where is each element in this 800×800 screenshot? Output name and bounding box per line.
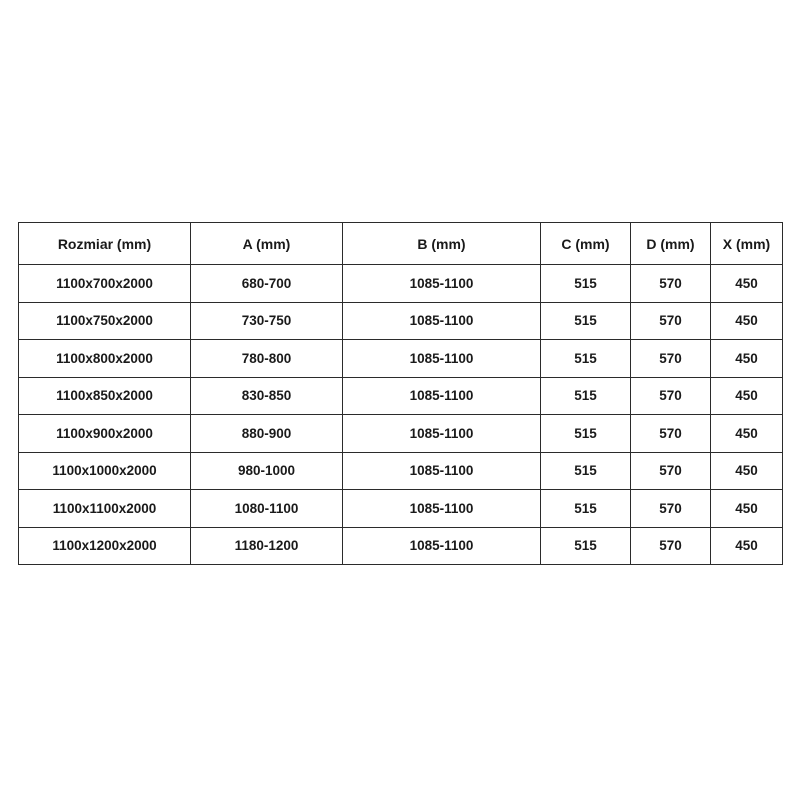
cell-d: 570 [631,377,711,415]
cell-d: 570 [631,340,711,378]
cell-size: 1100x800x2000 [19,340,191,378]
cell-c: 515 [541,302,631,340]
cell-b: 1085-1100 [343,377,541,415]
cell-b: 1085-1100 [343,340,541,378]
cell-b: 1085-1100 [343,452,541,490]
cell-c: 515 [541,452,631,490]
column-header-d: D (mm) [631,223,711,265]
table-body [19,265,783,565]
cell-x: 450 [711,302,783,340]
table-header-row [19,223,783,265]
cell-a: 1180-1200 [191,527,343,565]
cell-d: 570 [631,415,711,453]
cell-size: 1100x1200x2000 [19,527,191,565]
cell-c: 515 [541,415,631,453]
cell-x: 450 [711,452,783,490]
table-row [19,377,783,415]
cell-x: 450 [711,415,783,453]
cell-x: 450 [711,490,783,528]
table-row [19,340,783,378]
cell-d: 570 [631,527,711,565]
cell-d: 570 [631,265,711,303]
cell-b: 1085-1100 [343,265,541,303]
table-row [19,527,783,565]
cell-a: 730-750 [191,302,343,340]
cell-c: 515 [541,265,631,303]
cell-b: 1085-1100 [343,302,541,340]
cell-size: 1100x1000x2000 [19,452,191,490]
column-header-c: C (mm) [541,223,631,265]
cell-d: 570 [631,452,711,490]
cell-a: 680-700 [191,265,343,303]
cell-x: 450 [711,527,783,565]
column-header-x: X (mm) [711,223,783,265]
cell-b: 1085-1100 [343,490,541,528]
table-header [19,223,783,265]
table-row [19,302,783,340]
cell-c: 515 [541,377,631,415]
cell-d: 570 [631,302,711,340]
table-row [19,415,783,453]
cell-a: 1080-1100 [191,490,343,528]
table-row [19,452,783,490]
cell-size: 1100x850x2000 [19,377,191,415]
cell-size: 1100x750x2000 [19,302,191,340]
cell-x: 450 [711,340,783,378]
cell-a: 780-800 [191,340,343,378]
table-row [19,490,783,528]
cell-x: 450 [711,377,783,415]
cell-d: 570 [631,490,711,528]
cell-x: 450 [711,265,783,303]
cell-c: 515 [541,527,631,565]
column-header-a: A (mm) [191,223,343,265]
cell-c: 515 [541,340,631,378]
cell-size: 1100x900x2000 [19,415,191,453]
cell-a: 980-1000 [191,452,343,490]
table-row [19,265,783,303]
cell-a: 880-900 [191,415,343,453]
column-header-size: Rozmiar (mm) [19,223,191,265]
column-header-b: B (mm) [343,223,541,265]
cell-size: 1100x700x2000 [19,265,191,303]
cell-b: 1085-1100 [343,415,541,453]
cell-b: 1085-1100 [343,527,541,565]
cell-a: 830-850 [191,377,343,415]
cell-c: 515 [541,490,631,528]
specification-table-container [18,222,782,565]
specification-table [18,222,783,565]
cell-size: 1100x1100x2000 [19,490,191,528]
